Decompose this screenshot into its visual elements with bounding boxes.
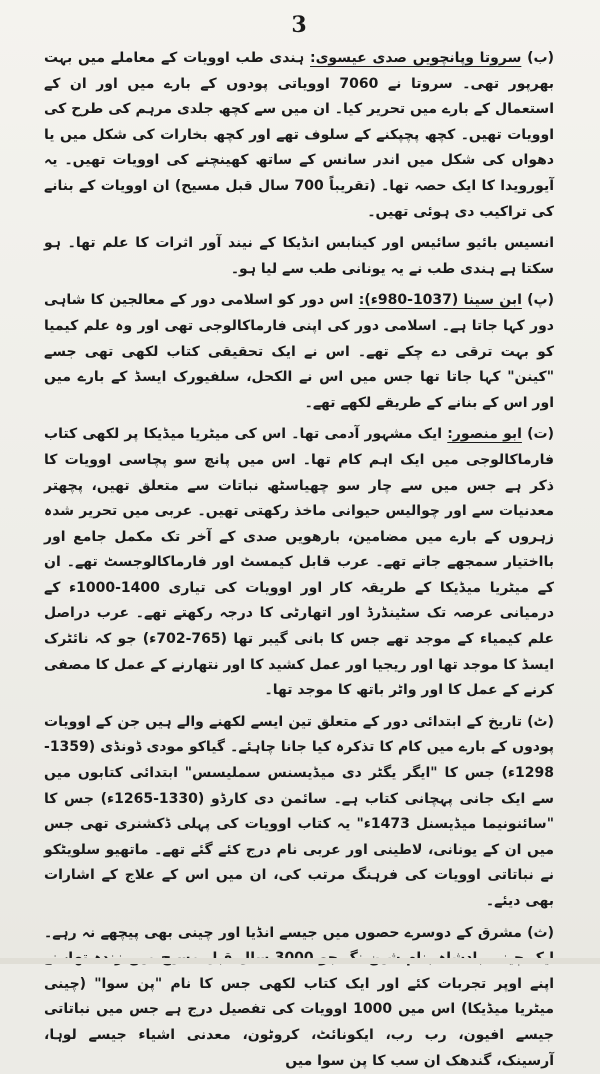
paragraph-label: (ت) — [527, 426, 555, 443]
paragraph-text: تاریخ کے ابتدائی دور کے متعلق تین ایسے لکھنے والے ہیں جن کے اوویات پودوں کے بارے میں کام کا تذکرہ کیا جانا چاہئے۔ گیاکو مودی ڈونڈی (1359-1298ء) جس کا "ایگر یگٹر دی میڈیسنس سملیسس" ابتدائی کتابوں میں سے ایک جانی پہچانی کتاب ہے۔ سائمن دی کارڈو (1330-1265ء) جس کا "سائنونیما میڈیسنل 1473ء" یہ کتاب اوویات کی پہلی ڈکشنری تھی جس میں ان کے یونانی، لاطینی اور عربی نام درج کئے گئے تھے۔ ماتھیو سلویٹکو نے نباتاتی اوویات کی فرہنگ مرتب کی، ان میں اس کے علاج کے اشارات بھی دیئے۔ — [44, 713, 554, 909]
paragraph-text: اس دور کو اسلامی دور کے معالجین کا شاہی دور کہا جاتا ہے۔ اسلامی دور کی اپنی فارماکالوجی تھی اور وہ علم کیمیا کو بہت ترقی دے چکے تھے۔ اس نے ایک تحقیقی کتاب لکھی تھی جسے "کینن" کہا جاتا تھا جس میں اس نے الکحل، سلفیورک ایسڈ کے بارے میں اور اس کے بنانے کے طریقے لکھے تھے۔ — [44, 292, 554, 411]
paragraph-label: (ٹ) — [527, 713, 554, 730]
paragraph-text: ایک مشہور آدمی تھا۔ اس کی میٹریا میڈیکا پر لکھی کتاب فارماکالوجی میں ایک اہم کام تھا۔ اس میں پانچ سو پچاسی اوویات کا ذکر ہے جس میں سے چار سو چھیاسٹھ نباتات سے متعلق تھیں، پچھتر معدنیات سے اور چوالیس حیوانی ماخذ رکھتی تھیں۔ عربی میں تحریر شدہ زہروں کے بارے میں مضامین، بارھویں صدی کے آخر تک مکمل جامع اور بااختیار سمجھے جاتے تھے۔ عرب قابل کیمسٹ اور فارماکالوجسٹ تھے۔ ان کے میٹریا میڈیکا کے طریقہ کار اور اوویات کی تیاری 1400-1000ء کے درمیانی عرصہ تک سٹینڈرڈ اور اتھارٹی کا درجہ رکھتے تھے۔ عرب دراصل علم کیمیاء کے موجد تھے جس کا بانی گیبر تھا (765-702ء) جو کہ نائٹرک ایسڈ کا موجد تھا اور ریجیا اور عمل کشید کا اور نتھارنے کے عمل کا مصفی کرنے کے عمل کا اور واٹر باتھ کا موجد تھا۔ — [44, 426, 555, 699]
paragraph-s — [44, 921, 554, 1074]
paragraph-label: (ث) — [527, 924, 554, 941]
paragraph-text: ہندی طب اوویات کے معاملے میں بہت بھرپور تھی۔ سروتا نے 7060 اوویاتی پودوں کے بارے میں اور ان کے استعمال کے بارے میں تحریر کیا۔ ان میں سے کچھ جلدی مرہم کی طرح کی اوویات تھیں۔ کچھ پچپکنے کے سلوف تھے اور کچھ بخارات کی شکل میں یا دھواں کی شکل میں اندر سانس کے ساتھ کھینچنے کی اوویات تھیں۔ یہ آیورویدا کا ایک حصہ تھا۔ (تقریباً 700 سال قبل مسیح) ان اوویات کے بنانے کی تراکیب دی ہوئی تھیں۔ — [44, 50, 554, 220]
page-body — [44, 46, 554, 1074]
page-number: 3 — [291, 12, 307, 38]
paragraph-tt — [44, 710, 554, 915]
paragraph-t — [44, 422, 554, 704]
paragraph-b-continued — [44, 231, 554, 282]
page-bottom-edge — [0, 958, 600, 964]
paragraph-heading: سروتا وپانچویں صدی عیسوی: — [310, 50, 522, 66]
paragraph-heading: ابو منصور: — [447, 426, 522, 443]
paragraph-heading: ابن سینا (1037-980ء): — [358, 292, 522, 309]
paragraph-text: مشرق کے دوسرے حصوں میں جیسے انڈیا اور چینی بھی پیچھے نہ رہے۔ اپنے اوپر تجربات کئے اور ایک کتاب لکھی جس کا نام "پن سوا" (چینی میٹریا میڈیکا) اس میں 1000 اوویات کی تفصیل درج ہے جس میں نباتاتی جیسے افیون، رب رب، ایکونائٹ، کروٹون، معدنی اشیاء جیسے لوہا، آرسینک، گندھک ان سب کا پن سوا میں — [44, 924, 554, 1069]
paragraph-p — [44, 288, 554, 416]
paragraph-label: (ب) — [527, 50, 554, 66]
paragraph-label: (پ) — [527, 292, 555, 309]
paragraph-text: انسیس بائیو سائیس اور کینابس انڈیکا کے نیند آور اثرات کا علم تھا۔ ہو سکتا ہے ہندی طب نے یہ یونانی طب سے لیا ہو۔ — [44, 235, 554, 277]
paragraph-b — [44, 46, 554, 225]
